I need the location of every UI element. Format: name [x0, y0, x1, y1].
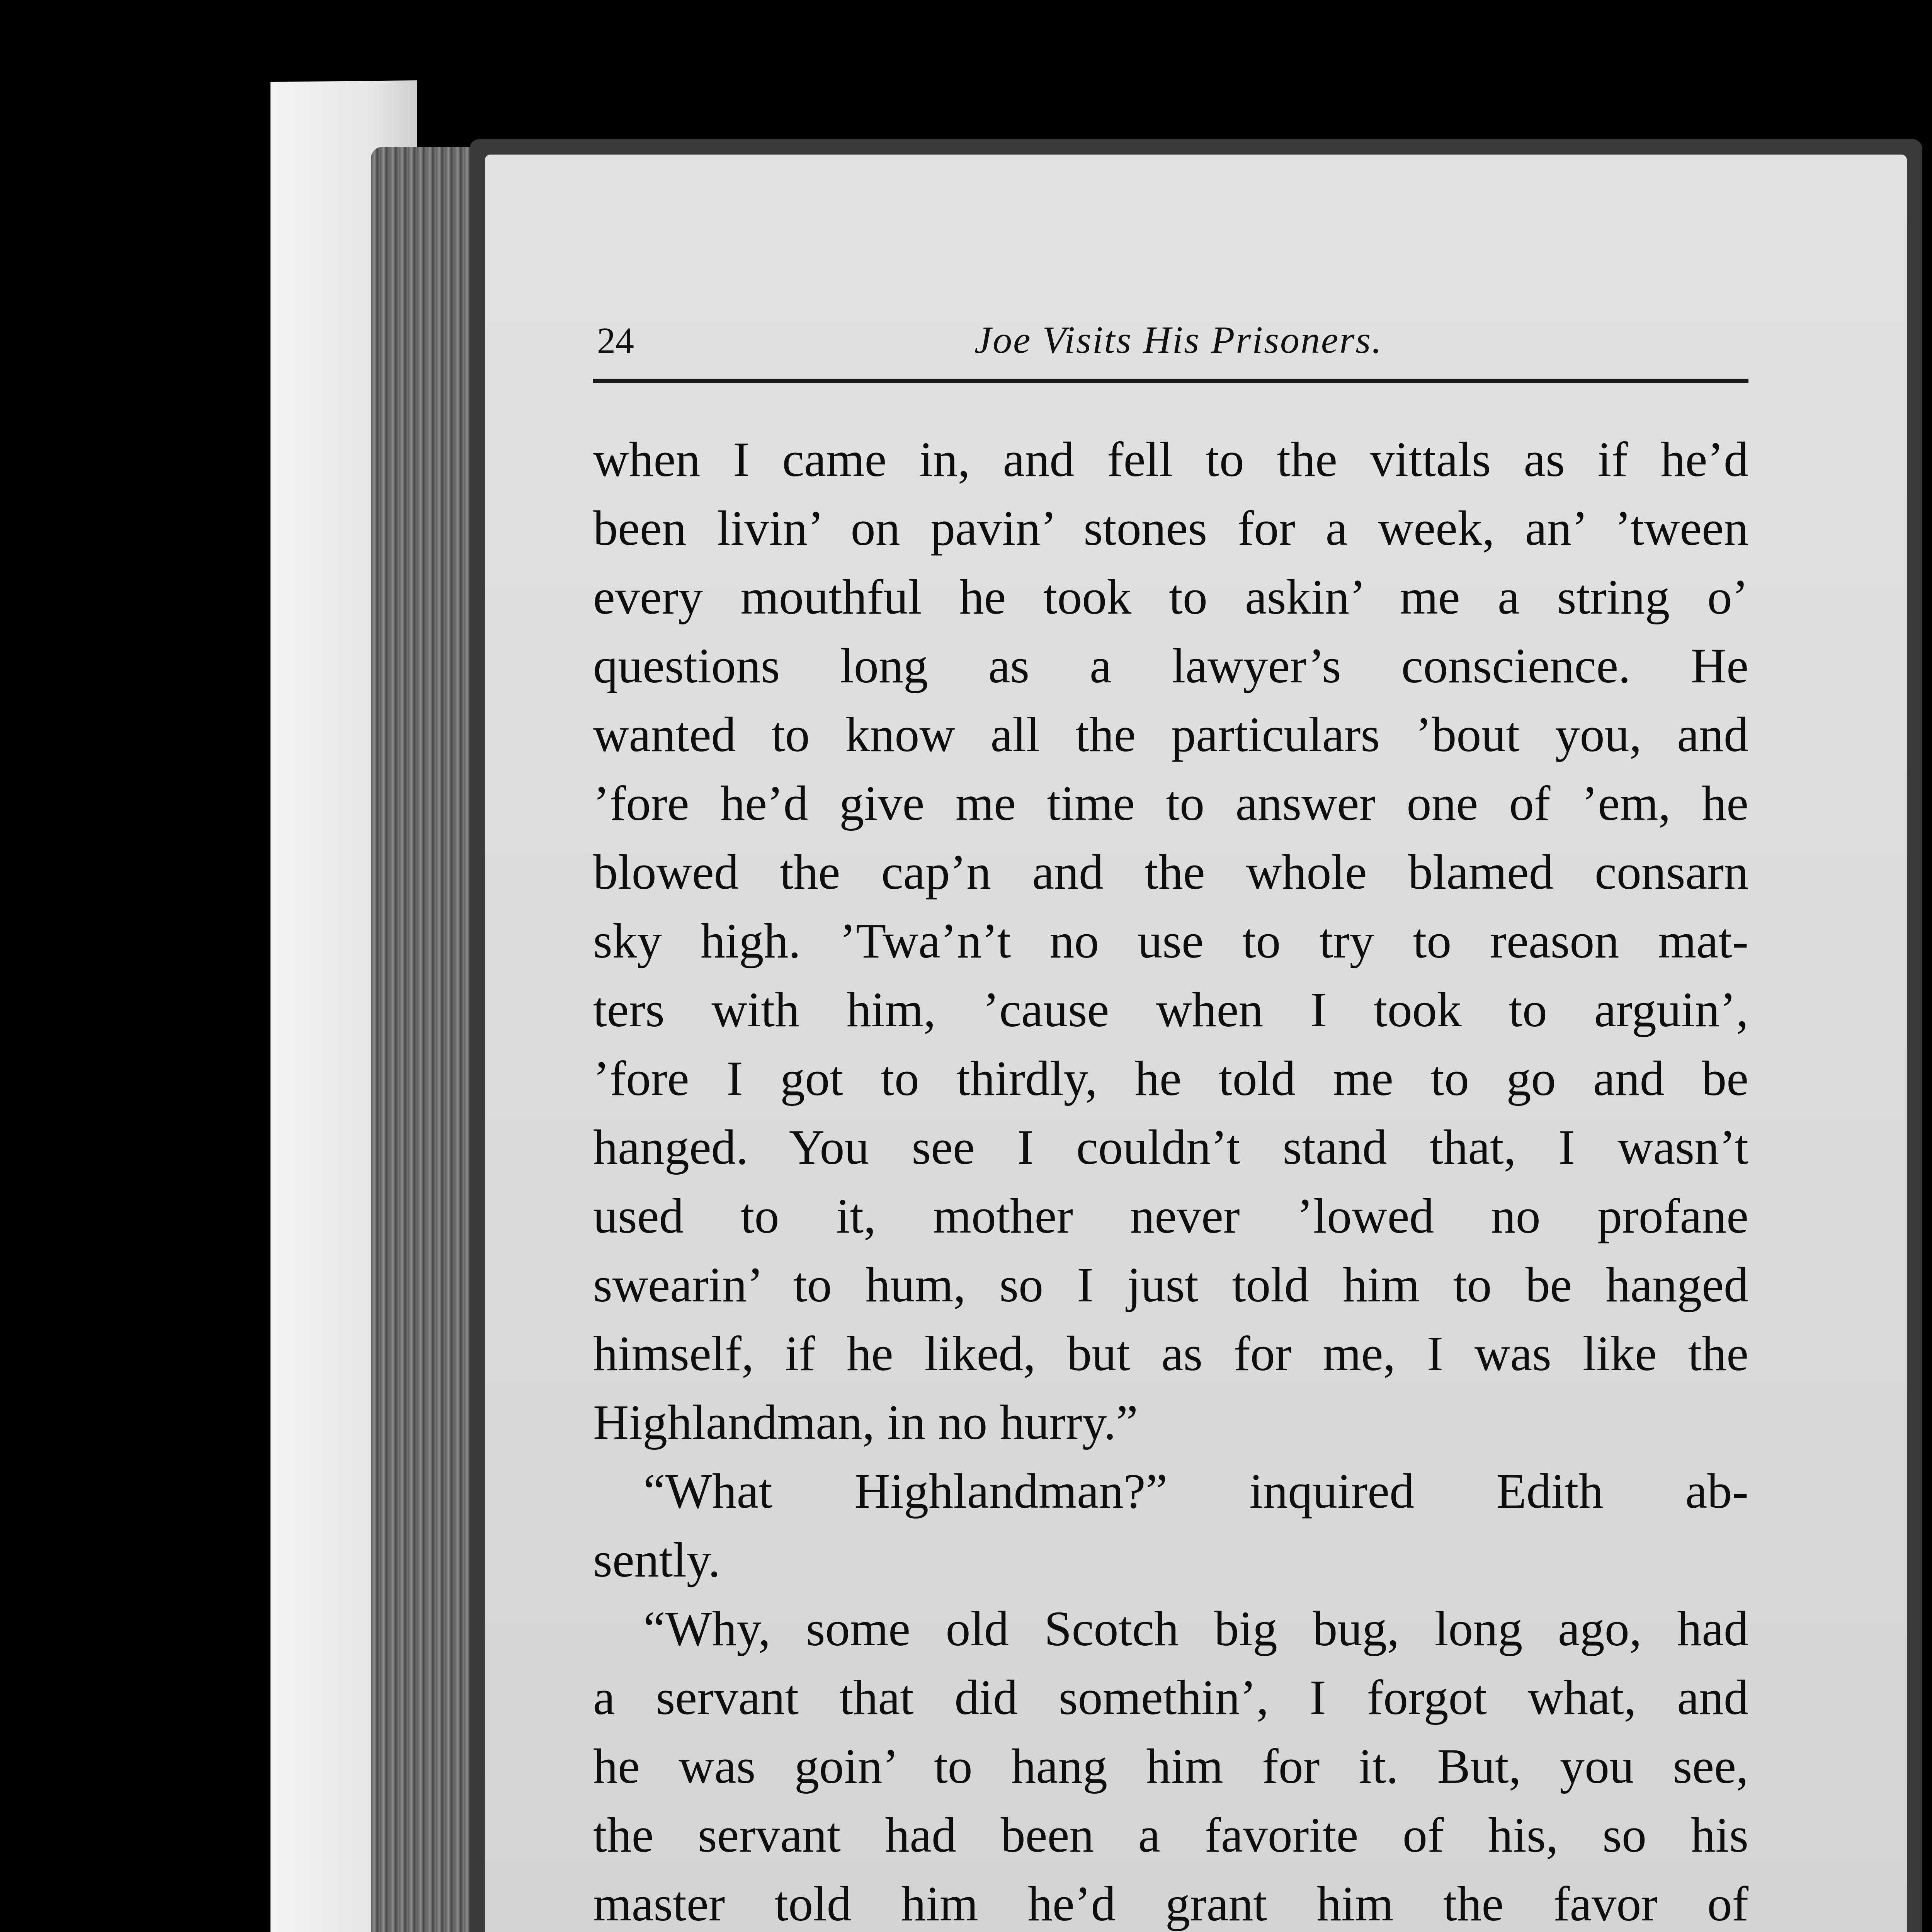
text-line: been livin’ on pavin’ stones for a week, an’ ’tween — [593, 501, 1748, 556]
running-head — [597, 317, 1745, 359]
text-line: questions long as a lawyer’s conscience. He — [593, 638, 1748, 693]
text-line: every mouthful he took to askin’ me a string o’ — [593, 570, 1748, 624]
text-line: Highlandman, in no hurry.” — [593, 1395, 1138, 1450]
text-line: sently. — [593, 1532, 721, 1587]
text-line: “What Highlandman?” inquired Edith ab- — [643, 1464, 1748, 1519]
text-line: when I came in, and fell to the vittals as if he’d — [593, 432, 1748, 487]
text-line: himself, if he liked, but as for me, I was like the — [593, 1326, 1748, 1381]
text-line: hanged. You see I couldn’t stand that, I wasn’t — [593, 1120, 1748, 1175]
page-number: 24 — [597, 320, 634, 361]
text-line: master told him he’d grant him the favor of — [593, 1876, 1748, 1931]
header-rule — [593, 379, 1748, 383]
text-line: ’fore I got to thirdly, he told me to go and be — [593, 1051, 1748, 1106]
book-page — [485, 155, 1907, 1932]
text-line: ’fore he’d give me time to answer one of ’em, he — [593, 776, 1748, 831]
text-line: blowed the cap’n and the whole blamed consarn — [593, 845, 1748, 900]
text-line: he was goin’ to hang him for it. But, you see, — [593, 1739, 1748, 1794]
text-line: sky high. ’Twa’n’t no use to try to reason mat- — [593, 913, 1748, 968]
text-line: “Why, some old Scotch big bug, long ago, had — [643, 1601, 1748, 1656]
text-line: used to it, mother never ’lowed no profane — [593, 1189, 1748, 1243]
body-text — [593, 425, 1748, 1932]
text-line: ters with him, ’cause when I took to arguin’, — [593, 982, 1748, 1037]
text-line: wanted to know all the particulars ’bout you, and — [593, 707, 1748, 762]
text-line: a servant that did somethin’, I forgot what, and — [593, 1670, 1748, 1725]
text-line: swearin’ to hum, so I just told him to be hanged — [593, 1257, 1748, 1312]
running-head-title: Joe Visits His Prisoners. — [974, 318, 1383, 361]
text-line: the servant had been a favorite of his, so his — [593, 1808, 1748, 1862]
